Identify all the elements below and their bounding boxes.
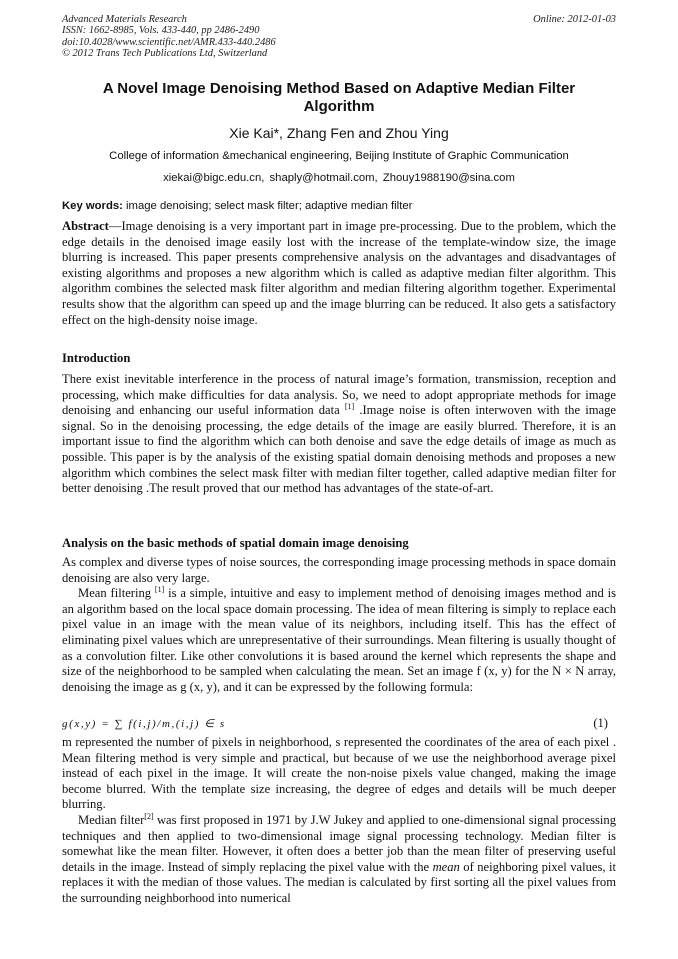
online-date: Online: 2012-01-03 <box>533 14 616 25</box>
abstract <box>62 219 616 328</box>
analysis-para-3: m represented the number of pixels in neighborhood, s represented the coordinates of the area of each pixel . Mean filtering method is very simple and practical, but because of we use the neighborhood average pixel instead of each pixel in the image. It will create the non-noise pixels value changed, making the image become blurred. With the template size increasing, the degree of edges and details will be much deeper blurring. <box>62 735 616 812</box>
analysis-para-2: Mean filtering [1] is a simple, intuitive and easy to implement method of denoising images method and is an algorithm based on the local space domain processing. The idea of mean filtering is simply to replace each pixel value in an image with the mean value of its neighbors, including itself. This has the effect of eliminating pixel values which are unrepresentative of their surroundings. Mean filtering is usually thought of as a convolution filter. Like other convolutions it is based around the kernel which represents the shape and size of the neighborhood to be sampled when calculating the mean. Set an image f (x, y) for the N × N array, denoising the image as g (x, y), and it can be expressed by the following formula: <box>62 585 616 694</box>
analysis-heading: Analysis on the basic methods of spatial domain image denoising <box>62 536 409 550</box>
citation-ref: [2] <box>144 811 154 821</box>
journal-name: Advanced Materials Research <box>62 14 187 25</box>
citation-ref: [1] <box>154 585 165 594</box>
abstract-text: —Image denoising is a very important part in image pre-processing. Due to the problem, which the edge details in the denoised image easily lost with the increase of the template-window size, the image blurring is increased. This paper presents comprehensive analysis on the advantages and disadvantages of existing algorithms and proposes a new algorithm which is called as adaptive median filter algorithm. This algorithm combines the selected mask filter algorithm and median filtering algorithm together. Experimental results show that the algorithm can speed up and the image blurring can be reduced. It also gets a satisfactory effect on the high-density noise image. <box>62 219 616 327</box>
issn-line: ISSN: 1662-8985, Vols. 433-440, pp 2486-2490 <box>62 25 260 37</box>
journal-header <box>62 14 616 60</box>
introduction-body <box>62 372 616 497</box>
keywords-label: Key words: <box>62 200 123 212</box>
analysis-body <box>62 555 616 695</box>
analysis-section-heading <box>62 536 616 552</box>
author-emails: xiekai@bigc.edu.cn, shaply@hotmail.com, Zhouy1988190@sina.com <box>163 172 515 184</box>
title-line-1: A Novel Image Denoising Method Based on Adaptive Median Filter <box>102 80 576 97</box>
title-line-2: Algorithm <box>303 98 375 115</box>
affiliation: College of information &mechanical engineering, Beijing Institute of Graphic Communication <box>109 150 569 162</box>
intro-text-b: .Image noise is often interwoven with the image signal. So in the denoising processing, the edge details of the image are easily blurred. Therefore, it is an important issue to find the algorithm which can both denoise and save the edge details of image as much as possible. This paper is by the analysis of the existing spatial domain denoising methods and proposes a new algorithm which combines the select mask filter with median filter together, called adaptive median filter for better denoising .The result proved that our method has advantages of the state-of-art. <box>62 403 616 496</box>
doi-line: doi:10.4028/www.scientific.net/AMR.433-440.2486 <box>62 36 276 48</box>
paper-title <box>62 80 616 116</box>
keywords-text: image denoising; select mask filter; adaptive median filter <box>122 200 413 212</box>
introduction-heading: Introduction <box>62 351 131 365</box>
keywords <box>62 199 616 213</box>
abstract-label: Abstract <box>62 219 109 233</box>
analysis-para-4: Median filter[2] was first proposed in 1971 by J.W Jukey and applied to one-dimensional signal processing techniques and then applied to two-dimensional image signal processing technology. Median filter is somewhat like the mean filter. However, it often does a better job than the mean filter of preserving useful details in the image. Instead of simply replacing the pixel value with the mean of neighboring pixel values, it replaces it with the median of those values. The median is calculated by first sorting all the pixel values from the surrounding neighborhood into numerical <box>62 811 617 905</box>
copyright-line: © 2012 Trans Tech Publications Ltd, Switzerland <box>62 48 268 60</box>
formula-1 <box>62 717 616 733</box>
intro-text-a: There exist inevitable interference in the process of natural image’s formation, transmission, reception and processing, which make difficulties for data analysis. So, we need to adopt appropriate methods for image denoising and enhancing our useful information data <box>62 372 616 418</box>
introduction-section-heading <box>62 351 616 367</box>
formula-number: (1) <box>593 716 608 730</box>
analysis-para-1: As complex and diverse types of noise sources, the corresponding image processing methods in space domain denoising are also very large. <box>62 555 616 585</box>
citation-ref: [1] <box>344 402 355 411</box>
formula-expression: g(x,y) = ∑ f(i,j)/m,(i,j) ∈ s <box>62 718 226 730</box>
authors: Xie Kai*, Zhang Fen and Zhou Ying <box>229 125 449 141</box>
analysis-body-continued <box>62 735 616 907</box>
